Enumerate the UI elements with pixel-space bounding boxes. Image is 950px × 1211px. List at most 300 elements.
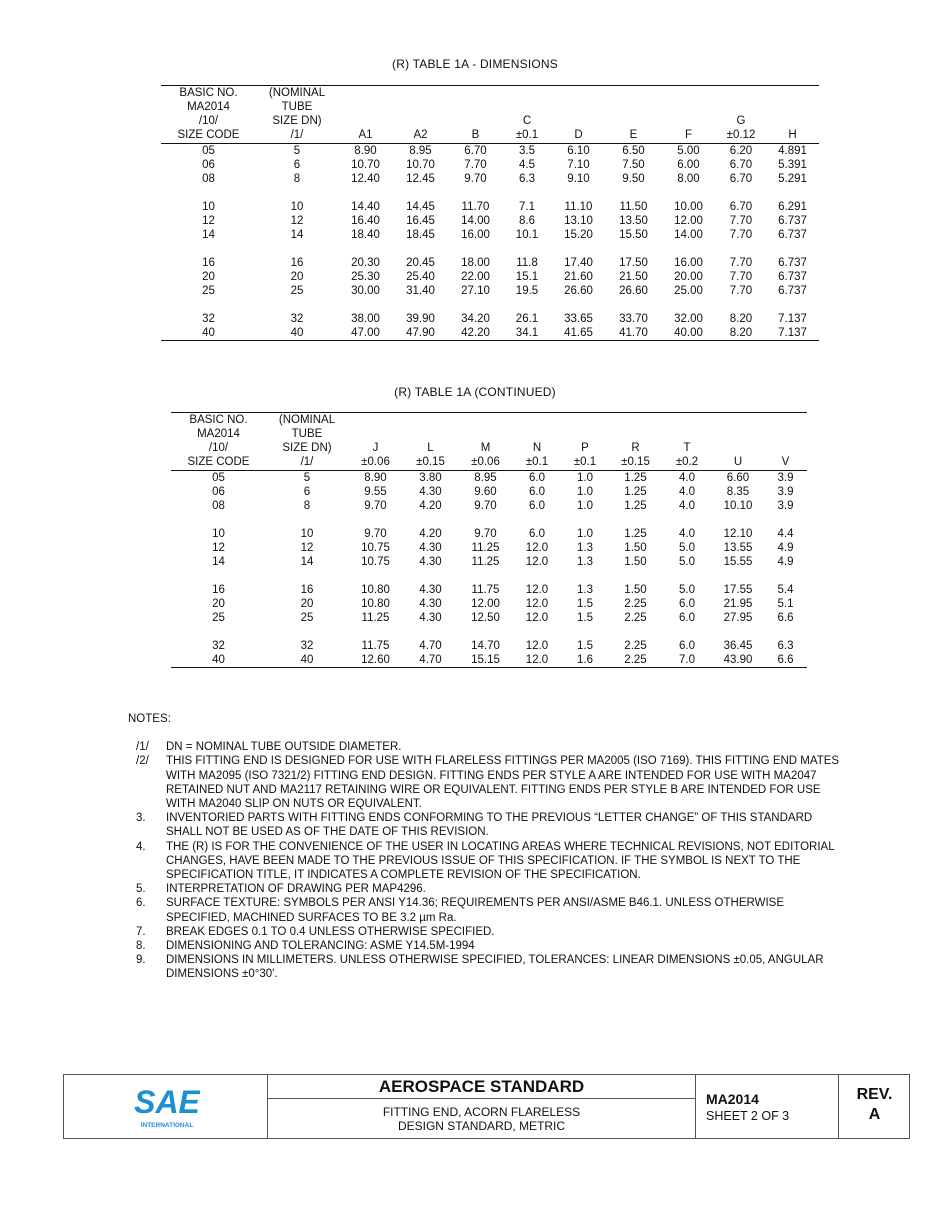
table-cell: 13.50 (619, 215, 648, 227)
table-cell: 7.137 (778, 327, 807, 339)
column-header (348, 413, 403, 471)
table-cell: 7.137 (778, 313, 807, 325)
table-row (161, 242, 819, 270)
table1-header-row (161, 86, 819, 144)
table-cell: 6.70 (729, 159, 753, 171)
table-cell: 10 (290, 201, 304, 213)
table-cell: 12.0 (525, 556, 549, 568)
table-cell: 4.0 (679, 472, 695, 484)
dimensions-table (161, 85, 819, 341)
table-cell: 9.50 (622, 173, 645, 185)
column-header-line: J (372, 442, 379, 454)
table-cell: 6.0 (529, 486, 545, 498)
table-cell: 11.25 (361, 612, 390, 624)
table-cell: 06 (212, 486, 225, 498)
table-cell: 6.50 (622, 145, 645, 157)
table-cell: 4.5 (519, 159, 535, 171)
table-cell: 9.70 (364, 528, 387, 540)
note-item (128, 811, 848, 839)
table-cell: 14.45 (406, 201, 435, 213)
table-row (171, 611, 807, 625)
table-cell: 10.75 (361, 542, 390, 554)
description-line-2: DESIGN STANDARD, METRIC (397, 1119, 566, 1133)
table-cell: 15.50 (619, 229, 648, 241)
table-cell: 1.0 (577, 472, 593, 484)
column-header-line: R (631, 442, 640, 454)
table-cell: 6.70 (729, 201, 753, 213)
table-row (171, 513, 807, 541)
table-row (171, 499, 807, 513)
table-cell: 6.737 (778, 285, 807, 297)
table-cell: 1.0 (577, 500, 593, 512)
table-row (171, 485, 807, 499)
table-row (171, 625, 807, 653)
table-cell: 25 (290, 285, 304, 297)
note-number: /1/ (136, 741, 149, 754)
table-cell: 18.45 (406, 229, 435, 241)
table-cell: 25 (212, 612, 225, 624)
table-row (161, 186, 819, 214)
note-text: INTERPRETATION OF DRAWING PER MAP4296. (166, 883, 426, 896)
table-cell: 5.0 (679, 584, 695, 596)
table-cell: 6 (293, 159, 301, 171)
table-cell: 4.0 (679, 528, 695, 540)
table-cell: 6.737 (778, 215, 807, 227)
table-cell: 3.9 (777, 472, 794, 484)
table-cell: 41.65 (564, 327, 593, 339)
column-header-line: ±0.1 (573, 456, 597, 468)
table-cell: 10.80 (361, 598, 390, 610)
table-cell: 26.60 (619, 285, 648, 297)
table-cell: 12 (202, 215, 215, 227)
table-cell: 38.00 (351, 313, 380, 325)
table-cell: 3.5 (519, 145, 535, 157)
table-cell: 16.45 (406, 215, 435, 227)
table-cell: 15.1 (515, 271, 539, 283)
table-row (171, 541, 807, 555)
revision-cell (839, 1075, 910, 1138)
table-cell: 6.0 (529, 528, 545, 540)
table-cell: 3.80 (419, 472, 442, 484)
table-row (161, 228, 819, 242)
notes-list (128, 740, 848, 981)
table-cell: 7.10 (567, 159, 590, 171)
table-cell: 32 (290, 313, 304, 325)
table-cell: 9.70 (364, 500, 387, 512)
table-cell: 1.0 (577, 486, 593, 498)
table-cell: 08 (212, 500, 225, 512)
table-cell: 05 (212, 472, 225, 484)
column-header (764, 413, 807, 471)
table-cell: 7.70 (729, 215, 753, 227)
table-cell: 11.25 (471, 556, 500, 568)
table1-title: (R) TABLE 1A - DIMENSIONS (392, 57, 558, 71)
table-cell: 1.25 (624, 500, 647, 512)
table-cell: 10.70 (406, 159, 435, 171)
table-cell: 14 (212, 556, 225, 568)
table-cell: 6.70 (729, 173, 753, 185)
column-header-line: H (788, 129, 797, 141)
table-cell: 2.25 (624, 598, 647, 610)
column-header (662, 413, 712, 471)
table-cell: 2.25 (624, 654, 647, 666)
column-header (513, 413, 561, 471)
table-cell: 6.0 (679, 598, 695, 610)
column-header-line: /10/ (198, 115, 219, 127)
table-cell: 10 (300, 528, 314, 540)
table-row (171, 471, 807, 486)
table-cell: 14.70 (471, 640, 500, 652)
table-cell: 6.20 (729, 145, 753, 157)
table-cell: 12.50 (471, 612, 500, 624)
table-cell: 16 (290, 257, 304, 269)
table-cell: 12.00 (471, 598, 500, 610)
table-cell: 27.10 (461, 285, 490, 297)
table-cell: 10.75 (361, 556, 390, 568)
table-cell: 34.20 (461, 313, 490, 325)
table-cell: 34.1 (515, 327, 539, 339)
table-cell: 32 (212, 640, 225, 652)
table-cell: 11.75 (361, 640, 390, 652)
table-cell: 9.70 (474, 500, 497, 512)
column-header-line: (NOMINAL (268, 87, 326, 99)
table-cell: 39.90 (406, 313, 435, 325)
column-header-line: ±0.1 (515, 129, 539, 141)
column-header-line: P (581, 442, 589, 454)
note-item (128, 953, 848, 981)
table-cell: 6.00 (677, 159, 700, 171)
table-cell: 18.00 (461, 257, 490, 269)
table-cell: 21.60 (564, 271, 593, 283)
revision-value: A (868, 1106, 881, 1123)
table-cell: 5.291 (778, 173, 807, 185)
table-cell: 26.60 (564, 285, 593, 297)
note-item (128, 939, 848, 953)
table-cell: 25 (202, 285, 215, 297)
note-text: DIMENSIONS IN MILLIMETERS. UNLESS OTHERWISE SPECIFIED, TOLERANCES: LINEAR DIMENSIONS ±0.05, ANGULAR DIMENSIONS ±0°30'. (166, 954, 824, 981)
note-text: BREAK EDGES 0.1 TO 0.4 UNLESS OTHERWISE SPECIFIED. (166, 925, 495, 938)
sheet-number: SHEET 2 OF 3 (706, 1109, 790, 1123)
table-cell: 10 (212, 528, 225, 540)
table-cell: 6.291 (778, 201, 807, 213)
table-row (161, 270, 819, 284)
column-header-line: BASIC NO. (189, 414, 248, 426)
note-text: THIS FITTING END IS DESIGNED FOR USE WITH FLARELESS FITTINGS PER MA2005 (ISO 7169). THIS FITTING END MATES WITH MA2095 (ISO 7321/2) FITTING END DESIGN. FITTING ENDS PER STYLE A ARE INTENDED FOR USE WITH MA2047 RETAINED NUT AND MA2117 RETAINING WIRE OR EQUIVALENT. FITTING ENDS PER STYLE B ARE INTENDED FOR USE WITH MA2040 SLIP ON NUTS OR EQUIVALENT. (166, 755, 840, 811)
table-cell: 1.25 (624, 472, 647, 484)
table-cell: 7.70 (464, 159, 487, 171)
table-cell: 11.75 (471, 584, 500, 596)
description-line-1: FITTING END, ACORN FLARELESS (382, 1105, 581, 1119)
column-header-line: ±0.06 (361, 456, 390, 468)
table-cell: 6.3 (777, 640, 794, 652)
column-header (609, 413, 662, 471)
table-cell: 20 (212, 598, 225, 610)
table-cell: 15.20 (564, 229, 593, 241)
table-cell: 4.0 (679, 500, 695, 512)
column-header (448, 86, 503, 144)
table-cell: 6.60 (726, 472, 750, 484)
table-cell: 16.00 (461, 229, 490, 241)
document-number: MA2014 (706, 1091, 759, 1107)
table-cell: 11.8 (516, 257, 538, 269)
table-cell: 6 (303, 486, 311, 498)
note-number: 7. (136, 925, 146, 938)
table-cell: 6.0 (529, 472, 545, 484)
table-cell: 5 (293, 145, 301, 157)
dimensions-continued-table (171, 412, 807, 668)
table-cell: 6.10 (567, 145, 590, 157)
table2-title: (R) TABLE 1A (CONTINUED) (394, 385, 556, 399)
column-header-line: SIZE CODE (187, 456, 250, 468)
table-cell: 9.55 (364, 486, 387, 498)
table-cell: 1.0 (577, 528, 593, 540)
table-cell: 6.0 (529, 500, 545, 512)
table-cell: 8 (293, 173, 301, 185)
column-header (256, 86, 338, 144)
note-number: 3. (136, 812, 146, 825)
column-header-line: /1/ (290, 129, 304, 141)
column-header-line: BASIC NO. (179, 87, 238, 99)
column-header (766, 86, 819, 144)
table-cell: 20 (300, 598, 314, 610)
table-cell: 8 (303, 500, 311, 512)
table-cell: 4.0 (679, 486, 695, 498)
table-cell: 8.6 (519, 215, 535, 227)
table-cell: 33.70 (619, 313, 648, 325)
column-header (712, 413, 764, 471)
logo-mark: SAE (134, 1084, 200, 1120)
table-cell: 42.20 (461, 327, 490, 339)
column-header-line: MA2014 (197, 428, 240, 440)
table-cell: 20.45 (406, 257, 435, 269)
note-item (128, 754, 848, 811)
table-row (171, 597, 807, 611)
table-cell: 7.0 (679, 654, 695, 666)
column-header-line: MA2014 (187, 101, 230, 113)
column-header-line: ±0.15 (416, 456, 445, 468)
table-cell: 1.5 (577, 598, 593, 610)
table-cell: 12.40 (351, 173, 380, 185)
column-header (716, 86, 766, 144)
table-cell: 14.00 (674, 229, 703, 241)
note-number: 5. (136, 883, 146, 896)
column-header (561, 413, 609, 471)
table-cell: 41.70 (619, 327, 648, 339)
table-cell: 4.4 (777, 528, 794, 540)
table-cell: 4.891 (778, 145, 807, 157)
note-text: DIMENSIONING AND TOLERANCING: ASME Y14.5M-1994 (166, 940, 475, 953)
column-header-line: ±0.15 (621, 456, 650, 468)
table-cell: 6.0 (679, 612, 695, 624)
table-cell: 11.10 (564, 201, 593, 213)
table-cell: 4.70 (419, 654, 442, 666)
table-row (161, 284, 819, 298)
table-cell: 11.25 (471, 542, 500, 554)
table-cell: 15.55 (723, 556, 753, 568)
table1-body (161, 144, 819, 341)
table-cell: 2.25 (624, 640, 647, 652)
title-cell (268, 1075, 696, 1138)
note-item (128, 882, 848, 896)
table-cell: 12 (300, 542, 314, 554)
table-cell: 1.5 (577, 640, 593, 652)
column-header (393, 86, 448, 144)
column-header-line: N (532, 442, 542, 454)
table-row (161, 326, 819, 341)
column-header (458, 413, 513, 471)
table-cell: 4.9 (777, 542, 794, 554)
table-cell: 10.00 (674, 201, 703, 213)
table-cell: 1.5 (577, 612, 593, 624)
column-header (266, 413, 348, 471)
table-cell: 25.00 (674, 285, 703, 297)
table-cell: 6.3 (519, 173, 535, 185)
table-cell: 4.30 (419, 584, 442, 596)
column-header-line: B (471, 129, 480, 141)
table-cell: 1.50 (624, 542, 647, 554)
table-cell: 12.0 (525, 640, 549, 652)
document-cell (696, 1075, 839, 1138)
table-cell: 4.20 (419, 528, 442, 540)
table-cell: 1.3 (577, 556, 593, 568)
table-cell: 5.00 (677, 145, 700, 157)
table-row (161, 144, 819, 159)
table-cell: 17.50 (619, 257, 648, 269)
table-cell: 08 (202, 173, 215, 185)
table-cell: 14.40 (351, 201, 380, 213)
table2-header-row (171, 413, 807, 471)
table-cell: 1.3 (577, 584, 593, 596)
table-cell: 10 (202, 201, 215, 213)
revision (839, 1085, 910, 1125)
table-cell: 12.60 (361, 654, 390, 666)
table-cell: 12.0 (525, 584, 549, 596)
column-header-line: ±0.1 (525, 456, 549, 468)
column-header (503, 86, 551, 144)
column-header-line: M (480, 442, 491, 454)
column-header (403, 413, 458, 471)
table-cell: 7.70 (729, 257, 753, 269)
table-cell: 7.70 (729, 271, 753, 283)
note-text: SURFACE TEXTURE: SYMBOLS PER ANSI Y14.36; REQUIREMENTS PER ANSI/ASME B46.1. UNLESS OTHERWISE SPECIFIED, MACHINED SURFACES TO BE 3.2 µm Ra. (166, 897, 784, 924)
table-cell: 26.1 (515, 313, 539, 325)
table-cell: 20.00 (674, 271, 703, 283)
table-cell: 4.30 (419, 486, 442, 498)
table-cell: 20.30 (351, 257, 380, 269)
table-cell: 8.95 (409, 145, 432, 157)
column-header-line: C (522, 115, 532, 127)
notes-heading: NOTES: (128, 713, 171, 725)
column-header-line: ±0.2 (675, 456, 699, 468)
table-cell: 4.30 (419, 556, 442, 568)
notes-section (128, 712, 848, 982)
table-cell: 25 (300, 612, 314, 624)
document-description (268, 1105, 695, 1133)
note-item (128, 840, 848, 883)
table-cell: 8.20 (729, 313, 753, 325)
table-cell: 20 (290, 271, 304, 283)
note-item (128, 925, 848, 939)
table-cell: 9.70 (474, 528, 497, 540)
table-cell: 17.40 (564, 257, 593, 269)
table-cell: 14 (202, 229, 215, 241)
table-cell: 6.737 (778, 271, 807, 283)
table-cell: 8.00 (677, 173, 700, 185)
table-cell: 12 (212, 542, 225, 554)
table-cell: 12.0 (525, 598, 549, 610)
table-cell: 9.60 (474, 486, 497, 498)
column-header-line: L (427, 442, 434, 454)
table-cell: 43.90 (723, 654, 753, 666)
column-header-line: TUBE (291, 428, 323, 440)
column-header-line: F (684, 129, 693, 141)
table-cell: 25.40 (406, 271, 435, 283)
note-number: 4. (136, 840, 146, 853)
table-cell: 20 (202, 271, 215, 283)
table-cell: 8.90 (364, 472, 387, 484)
table-cell: 40 (290, 327, 304, 339)
table-cell: 10.1 (515, 229, 539, 241)
column-header (661, 86, 716, 144)
table-cell: 9.70 (464, 173, 487, 185)
column-header-line: A1 (358, 129, 373, 141)
table-cell: 16.40 (351, 215, 380, 227)
column-header-line: E (629, 129, 638, 141)
table-cell: 9.10 (567, 173, 590, 185)
note-text: THE (R) IS FOR THE CONVENIENCE OF THE USER IN LOCATING AREAS WHERE TECHNICAL REVISIONS, NOT EDITORIAL CHANGES, HAVE BEEN MADE TO THE PREVIOUS ISSUE OF THIS SPECIFICATION. IF THE SYMBOL IS NEXT TO THE SPECIFICATION TITLE, IT INDICATES A COMPLETE REVISION OF THE SPECIFICATION. (166, 840, 835, 882)
table-cell: 1.50 (624, 584, 647, 596)
table-cell: 40.00 (674, 327, 703, 339)
table-cell: 1.25 (624, 528, 647, 540)
table-cell: 13.55 (723, 542, 753, 554)
column-header (338, 86, 393, 144)
note-number: 9. (136, 954, 146, 967)
column-header-line: /10/ (208, 442, 229, 454)
table-cell: 8.90 (354, 145, 377, 157)
table-cell: 1.25 (624, 486, 647, 498)
table-cell: 5.391 (778, 159, 807, 171)
note-text: DN = NOMINAL TUBE OUTSIDE DIAMETER. (166, 741, 402, 754)
column-header-line: (NOMINAL (278, 414, 336, 426)
column-header-line: ±0.06 (471, 456, 500, 468)
column-header-line: SIZE DN) (282, 442, 332, 454)
table-row (171, 653, 807, 668)
column-header (161, 86, 256, 144)
column-header-line: V (781, 456, 790, 468)
table-cell: 6.6 (777, 612, 794, 624)
column-header-line: U (733, 456, 743, 468)
table-cell: 47.00 (351, 327, 380, 339)
table-cell: 4.9 (777, 556, 794, 568)
logo-cell (64, 1075, 268, 1138)
table-cell: 4.20 (419, 500, 442, 512)
sae-logo (134, 1083, 200, 1131)
table-cell: 14.00 (461, 215, 490, 227)
table-cell: 7.70 (729, 285, 753, 297)
table-cell: 05 (202, 145, 215, 157)
table-cell: 11.50 (619, 201, 648, 213)
table-cell: 6.737 (778, 257, 807, 269)
table-cell: 6.70 (464, 145, 487, 157)
table-cell: 31.40 (406, 285, 435, 297)
table-cell: 25.30 (351, 271, 380, 283)
table-cell: 36.45 (723, 640, 753, 652)
table-cell: 3.9 (777, 500, 794, 512)
column-header-line: T (683, 442, 691, 454)
table-cell: 16 (202, 257, 215, 269)
table-cell: 6.0 (679, 640, 695, 652)
table-cell: 1.6 (577, 654, 593, 666)
